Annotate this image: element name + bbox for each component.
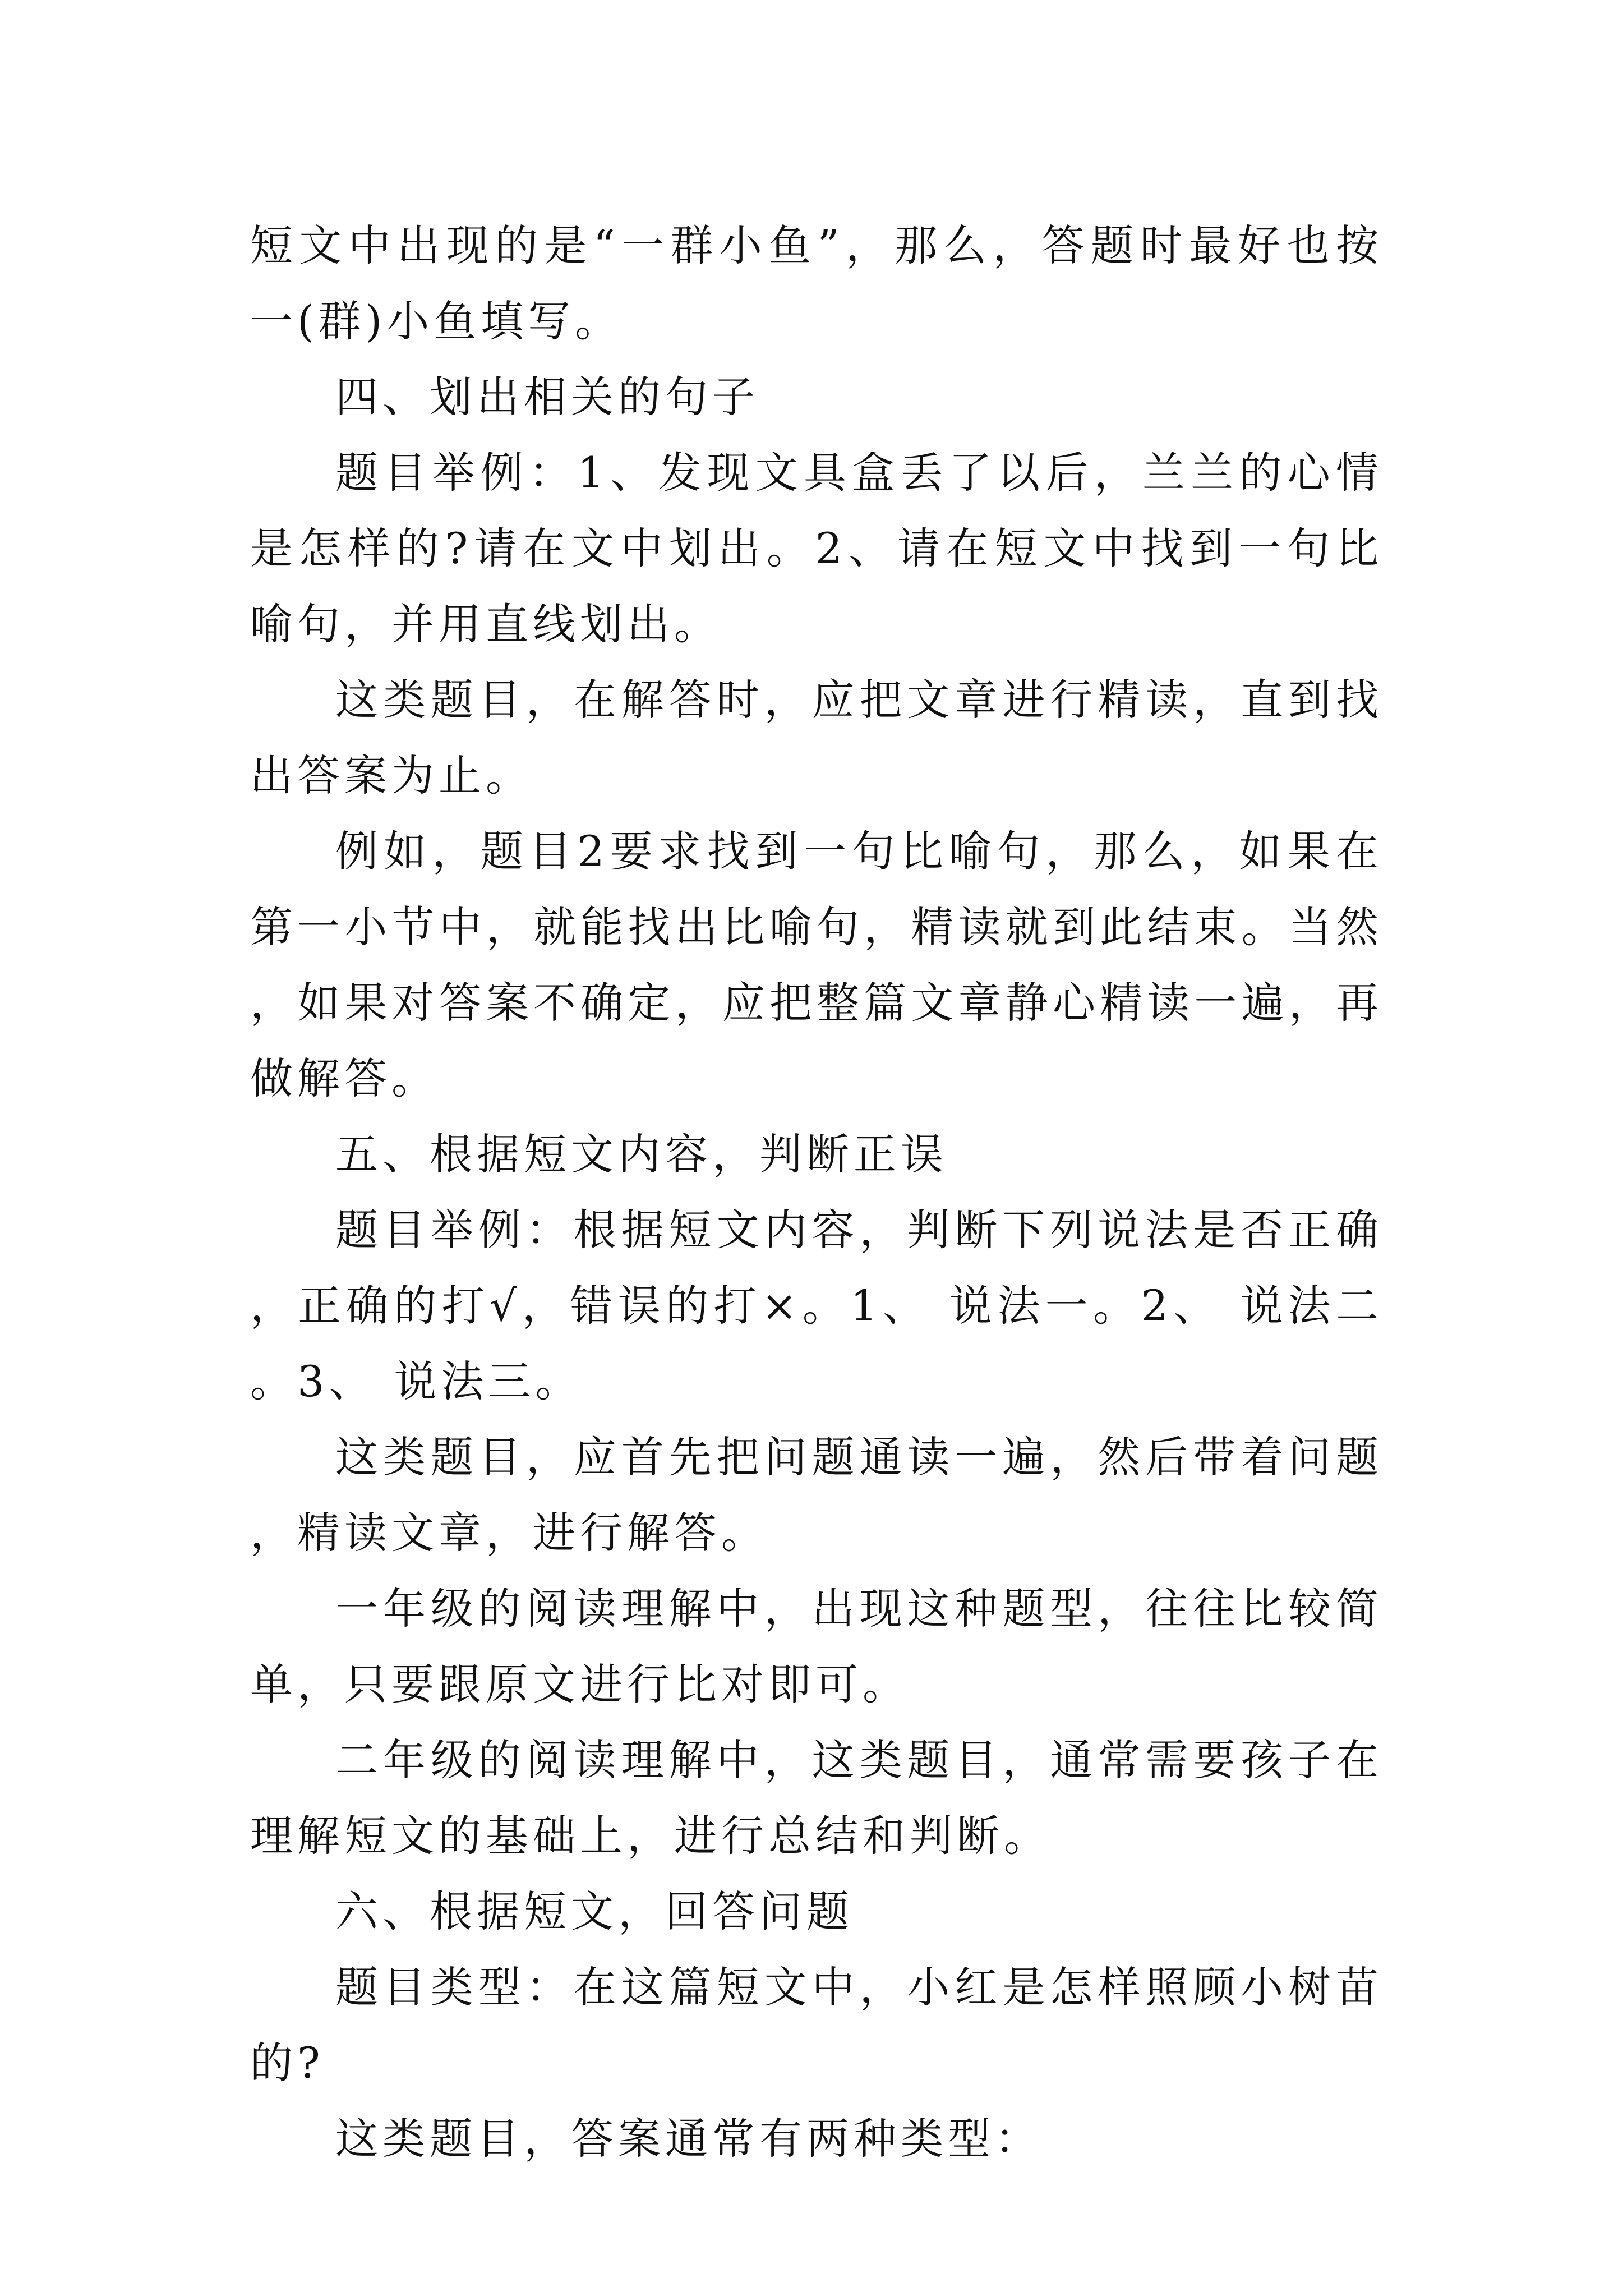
section-heading-5: 五、根据短文内容，判断正误 bbox=[335, 1129, 948, 1179]
paragraph-continuation: 短文中出现的是“一群小鱼”，那么，答题时最好也按一(群)小鱼填写。 bbox=[250, 220, 1383, 346]
paragraph-example-4: 例如，题目2要求找到一句比喻句，那么，如果在第一小节中，就能找出比喻句，精读就到此结束。当然，如果对答案不确定，应把整篇文章静心精读一遍，再做解答。 bbox=[250, 826, 1383, 1103]
example-question-5: 题目举例：根据短文内容，判断下列说法是否正确，正确的打√，错误的打×。1、 说法一。2、 说法二。3、 说法三。 bbox=[250, 1205, 1383, 1406]
paragraph-grade-one: 一年级的阅读理解中，出现这种题型，往往比较简单，只要跟原文进行比对即可。 bbox=[250, 1584, 1383, 1709]
section-heading-6: 六、根据短文，回答问题 bbox=[335, 1887, 854, 1936]
paragraph-answer-method-4: 这类题目，在解答时，应把文章进行精读，直到找出答案为止。 bbox=[250, 675, 1383, 800]
paragraph-answer-types: 这类题目，答案通常有两种类型： bbox=[335, 2114, 1042, 2164]
example-question-6: 题目类型：在这篇短文中，小红是怎样照顾小树苗的? bbox=[250, 1962, 1383, 2088]
document-body bbox=[250, 208, 1383, 2177]
section-heading-4: 四、划出相关的句子 bbox=[335, 372, 759, 422]
paragraph-grade-two: 二年级的阅读理解中，这类题目，通常需要孩子在理解短文的基础上，进行总结和判断。 bbox=[250, 1735, 1383, 1861]
example-question-4: 题目举例：1、发现文具盒丢了以后，兰兰的心情是怎样的?请在文中划出。2、请在短文中找到一句比喻句，并用直线划出。 bbox=[250, 448, 1383, 649]
paragraph-answer-method-5: 这类题目，应首先把问题通读一遍，然后带着问题，精读文章，进行解答。 bbox=[250, 1432, 1383, 1558]
